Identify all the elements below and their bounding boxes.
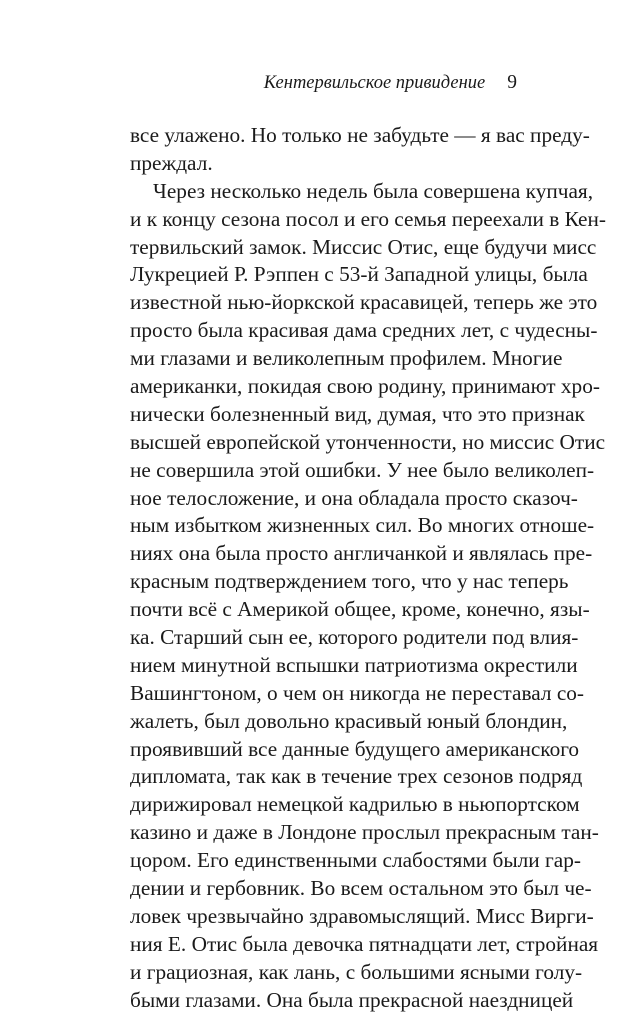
text-line: нически болезненный вид, думая, что это признак <box>130 401 585 426</box>
text-line: тервильский замок. Миссис Отис, еще будучи мисс <box>130 234 597 259</box>
text-line: ное телосложение, и она обладала просто сказоч- <box>130 485 578 510</box>
page-number: 9 <box>507 72 517 93</box>
text-line: все улажено. Но только не забудьте — я вас преду- <box>130 123 590 147</box>
text-line: ка. Старший сын ее, которого родители под влия- <box>130 625 579 650</box>
text-line: высшей европейской утонченности, но миссис Отис <box>130 429 606 454</box>
text-line: известной нью-йоркской красавицей, теперь же это <box>130 290 598 315</box>
text-line: жалеть, был довольно красивый юный блондин, <box>130 708 568 733</box>
text-line: ловек чрезвычайно здравомыслящий. Мисс Вирги- <box>130 903 594 928</box>
text-line: ния Е. Отис была девочка пятнадцати лет, стройная <box>130 931 599 956</box>
text-line: дирижировал немецкой кадрилью в ньюпортском <box>130 792 580 817</box>
text-line: Через несколько недель была совершена купчая, <box>153 178 594 203</box>
text-line: американки, покидая свою родину, принимают хро- <box>130 374 600 399</box>
text-line: красным подтверждением того, что у нас теперь <box>130 569 569 594</box>
running-header <box>130 72 517 100</box>
text-line: ным избытком жизненных сил. Во многих отноше- <box>130 513 595 538</box>
text-line: и к концу сезона посол и его семья переехали в Кен- <box>130 206 606 231</box>
text-line: ми глазами и великолепным профилем. Многие <box>130 346 563 371</box>
text-line: просто была красивая дама средних лет, с чудесны- <box>130 318 598 343</box>
text-line: дении и гербовник. Во всем остальном это был че- <box>130 876 592 901</box>
text-line: казино и даже в Лондоне прослыл прекрасным тан- <box>130 820 599 845</box>
text-line: быми глазами. Она была прекрасной наездницей <box>130 987 574 1012</box>
text-line: Лукрецией Р. Рэппен с 53-й Западной улицы, была <box>130 262 588 287</box>
text-line: не совершила этой ошибки. У нее было великолеп- <box>130 457 595 482</box>
text-line: и грациозная, как лань, с большими ясными голу- <box>130 959 583 984</box>
text-line: преждал. <box>130 150 213 175</box>
body-text <box>130 122 606 1015</box>
text-line: дипломата, так как в течение трех сезонов подряд <box>130 764 583 789</box>
running-title: Кентервильское привидение <box>263 73 486 93</box>
text-line: нием минутной вспышки патриотизма окрестили <box>130 652 578 677</box>
text-line: ниях она была просто англичанкой и являлась пре- <box>130 541 593 566</box>
text-line: Вашингтоном, о чем он никогда не переставал со- <box>130 680 585 705</box>
text-line: цором. Его единственными слабостями были гар- <box>130 848 581 873</box>
text-line: почти всё с Америкой общее, кроме, конечно, язы- <box>130 597 590 622</box>
text-line: проявивший все данные будущего американского <box>130 736 580 761</box>
